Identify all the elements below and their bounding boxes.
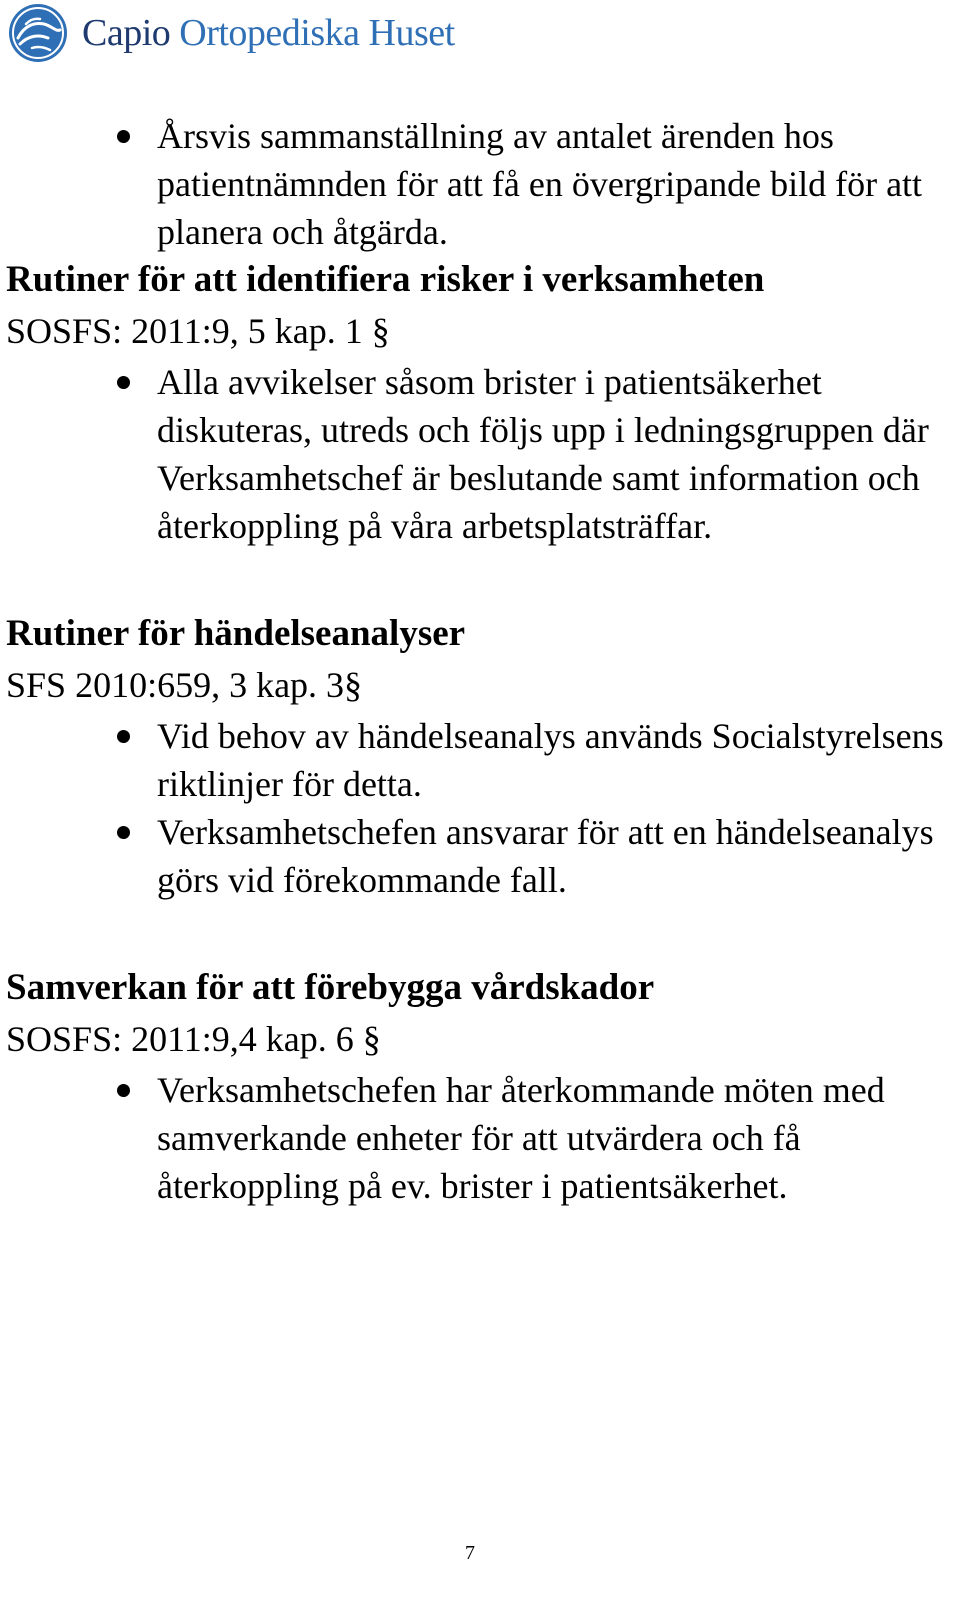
section-heading: Rutiner för händelseanalyser xyxy=(6,613,466,654)
section-risk-identification xyxy=(0,256,960,550)
section-event-analysis xyxy=(0,610,960,904)
section-bullet-list xyxy=(0,712,960,904)
list-item-text: Vid behov av händelseanalys används Socialstyrelsens riktlinjer för detta. xyxy=(157,716,944,804)
list-item xyxy=(0,808,960,904)
bullet-icon xyxy=(117,1084,130,1097)
list-item xyxy=(0,1066,960,1210)
list-item-text: Alla avvikelser såsom brister i patientsäkerhet diskuteras, utreds och följs upp i ledningsgruppen där Verksamhetschef är beslutande samt information och återkoppling på våra arbetsplatsträffar. xyxy=(157,362,929,546)
list-item xyxy=(0,712,960,808)
bullet-icon xyxy=(117,130,130,143)
list-item xyxy=(0,358,960,550)
list-item-text: Verksamhetschefen ansvarar för att en händelseanalys görs vid förekommande fall. xyxy=(157,812,934,900)
list-item xyxy=(0,112,960,256)
section-bullet-list xyxy=(0,358,960,550)
list-item-text: Verksamhetschefen har återkommande möten med samverkande enheter för att utvärdera och få återkoppling på ev. brister i patientsäkerhet. xyxy=(157,1070,885,1206)
intro-bullet-list xyxy=(0,112,960,256)
page-number: 7 xyxy=(465,1542,475,1564)
logo-wordmark xyxy=(82,14,455,52)
section-cooperation xyxy=(0,964,960,1210)
section-reference: SFS 2010:659, 3 kap. 3§ xyxy=(6,665,363,705)
bullet-icon xyxy=(117,730,130,743)
header xyxy=(0,0,455,66)
section-reference: SOSFS: 2011:9,4 kap. 6 § xyxy=(6,1019,381,1059)
capio-logo-icon xyxy=(4,2,72,64)
logo-capio-text: Capio xyxy=(82,12,171,54)
section-bullet-list xyxy=(0,1066,960,1210)
section-heading: Samverkan för att förebygga vårdskador xyxy=(6,967,655,1008)
section-reference: SOSFS: 2011:9, 5 kap. 1 § xyxy=(6,311,390,351)
list-item-text: Årsvis sammanställning av antalet ärenden hos patientnämnden för att få en övergripande bild för att planera och åtgärda. xyxy=(157,116,923,252)
bullet-icon xyxy=(117,376,130,389)
logo-brand-text: Ortopediska Huset xyxy=(179,12,455,54)
bullet-icon xyxy=(117,826,130,839)
section-heading: Rutiner för att identifiera risker i verksamheten xyxy=(6,259,765,300)
document-body xyxy=(0,112,960,1270)
